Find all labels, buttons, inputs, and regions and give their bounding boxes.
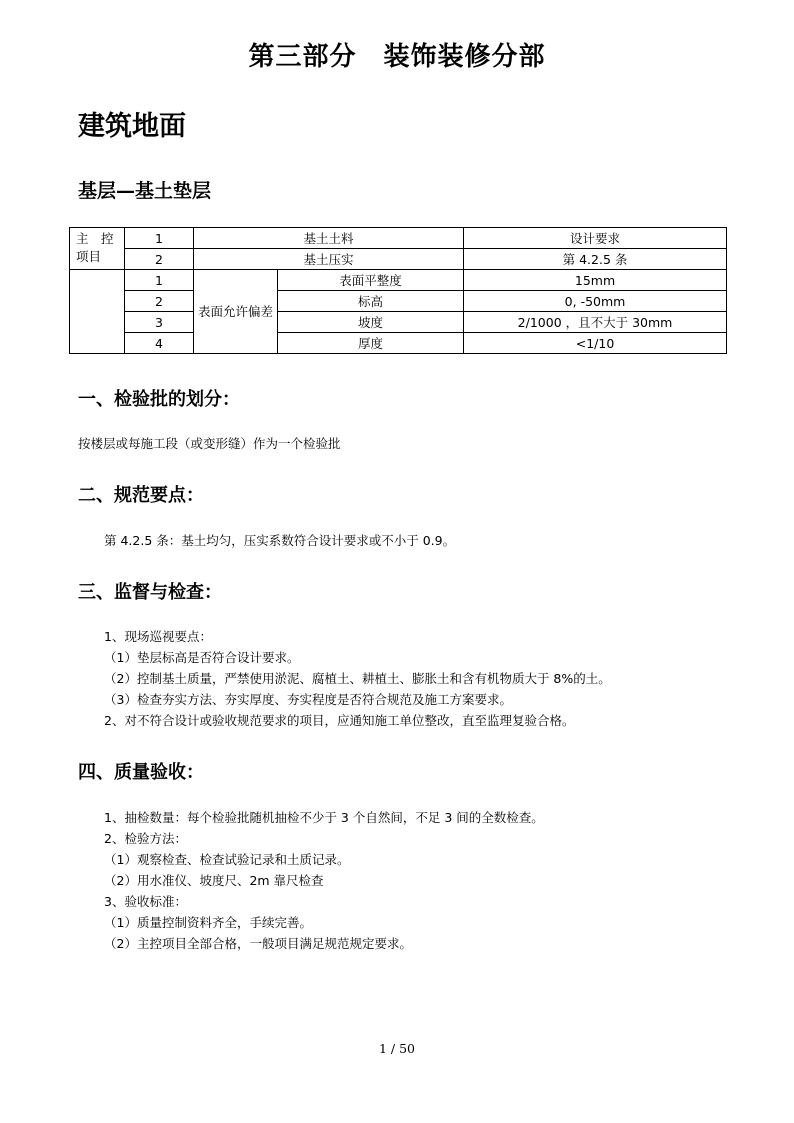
section-2-heading: 二、规范要点： [78,485,204,506]
row-requirement: 第 4.2.5 条 [464,249,727,270]
section-1-heading: 一、检验批的划分： [78,389,240,410]
row-number: 2 [125,249,194,270]
inspection-table [69,227,727,354]
list-item: （2）控制基土质量，严禁使用淤泥、腐植土、耕植土、膨胀土和含有机物质大于 8%的土。 [104,671,611,686]
row-item: 基土压实 [194,249,464,270]
empty-cell [70,270,125,354]
list-item: （2）用水准仪、坡度尺、2m 靠尺检查 [104,873,324,888]
section-2-text: 第 4.2.5 条：基土均匀，压实系数符合设计要求或不小于 0.9。 [104,533,456,548]
table-row [70,333,727,354]
row-requirement: 2/1000 ，且不大于 30mm [464,312,727,333]
table-row [70,291,727,312]
page-number: 1 / 50 [378,1041,416,1056]
list-item: （2）主控项目全部合格，一般项目满足规范规定要求。 [104,936,412,951]
list-item: （3）检查夯实方法、夯实厚度、夯实程度是否符合规范及施工方案要求。 [104,692,512,707]
section-4-heading: 四、质量验收： [78,762,204,783]
list-item: 2、对不符合设计或验收规范要求的项目，应通知施工单位整改，直至监理复验合格。 [104,713,575,728]
row-number: 2 [125,291,194,312]
deviation-label: 表面允许偏差 [194,270,278,354]
section-3-heading: 三、监督与检查： [78,582,222,603]
row-item: 标高 [278,291,464,312]
row-requirement: <1/10 [464,333,727,354]
row-item: 基土土料 [194,228,464,249]
section-3-list [104,626,611,731]
row-item: 厚度 [278,333,464,354]
row-requirement: 设计要求 [464,228,727,249]
list-item: 2、检验方法： [104,831,187,846]
list-item: （1）垫层标高是否符合设计要求。 [104,650,300,665]
main-heading: 建筑地面 [78,111,186,142]
row-number: 3 [125,312,194,333]
row-requirement: 0, -50mm [464,291,727,312]
sub-heading: 基层—基土垫层 [78,180,212,202]
row-requirement: 15mm [464,270,727,291]
table-row [70,249,727,270]
list-item: （1）质量控制资料齐全，手续完善。 [104,915,312,930]
row-item: 表面平整度 [278,270,464,291]
row-number: 4 [125,333,194,354]
section-1-text: 按楼层或每施工段（或变形缝）作为一个检验批 [78,436,341,451]
document-title: 第三部分 装饰装修分部 [248,42,546,72]
list-item: 3、验收标准： [104,894,187,909]
list-item: 1、抽检数量：每个检验批随机抽检不少于 3 个自然间，不足 3 间的全数检查。 [104,810,544,825]
section-4-list [104,807,544,954]
table-row [70,270,727,291]
row-item: 坡度 [278,312,464,333]
row-number: 1 [125,270,194,291]
row-number: 1 [125,228,194,249]
list-item: 1、现场巡视要点： [104,629,212,644]
table-row [70,312,727,333]
main-control-label: 主 控 项目 [70,228,125,270]
table-row [70,228,727,249]
list-item: （1）观察检查、检查试验记录和土质记录。 [104,852,350,867]
